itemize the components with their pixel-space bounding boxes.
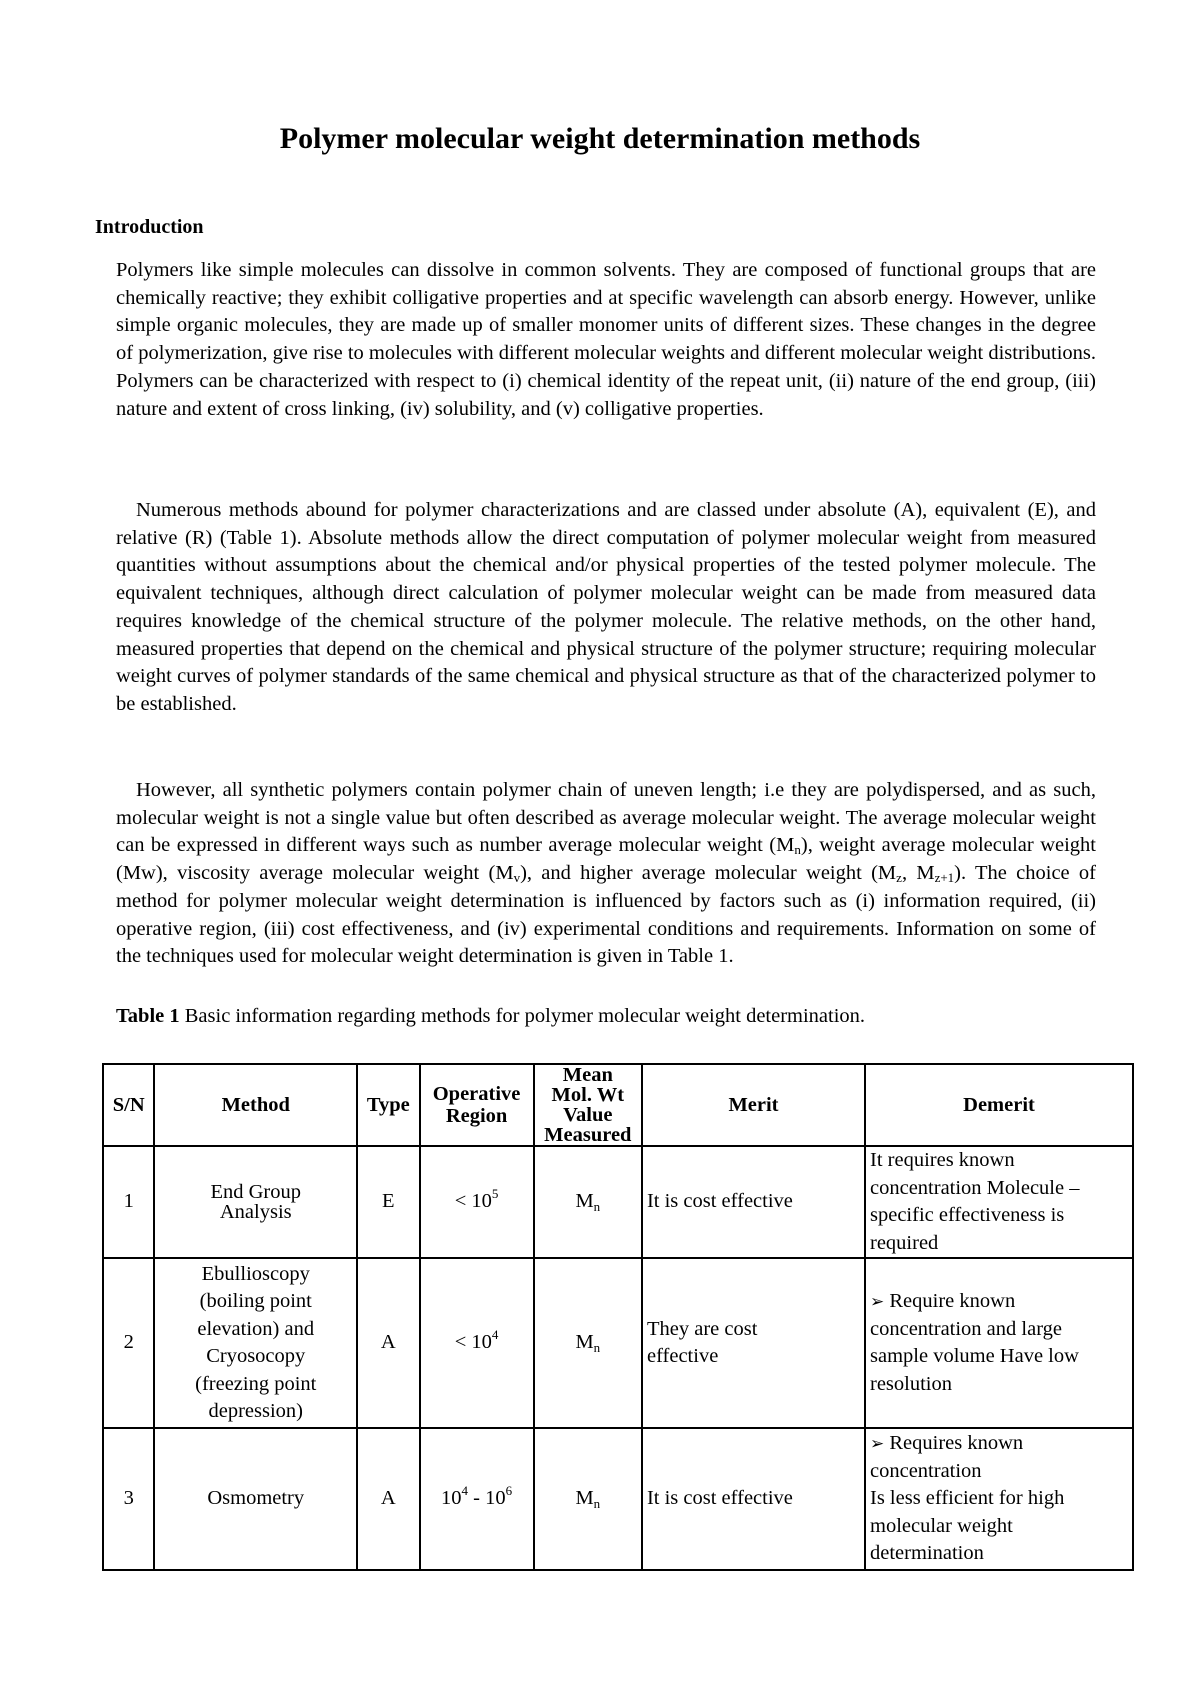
cell-mean-value: $M_n$ [534,1258,642,1428]
table-caption-text: Basic information regarding methods for polymer molecular weight determination. [179,1005,866,1027]
document-title: Polymer molecular weight determination methods [279,122,921,155]
header-method: Method [154,1064,357,1146]
cell-sn: 2 [103,1258,154,1428]
table-header-row [103,1064,1133,1146]
table-caption-label: Table 1 [116,1005,180,1027]
cell-merit: They are cost effective [642,1258,865,1428]
arrow-bullet-icon: ➢ [870,1434,885,1454]
methods-table [102,1063,1134,1571]
cell-type: A [357,1258,419,1428]
header-merit: Merit [642,1064,865,1146]
cell-mean-value: $M_n$ [534,1146,642,1258]
header-type: Type [357,1064,419,1146]
cell-type: E [357,1146,419,1258]
arrow-bullet-icon: ➢ [870,1292,885,1311]
cell-method: Ebullioscopy (boiling point elevation) and Cryosocopy (freezing point depression) [154,1258,357,1428]
cell-type: A [357,1428,419,1570]
section-heading-introduction: Introduction [95,216,204,238]
header-sn: S/N [103,1064,154,1146]
paragraph-1: Polymers like simple molecules can dissolve in common solvents. They are composed of functional groups that are chemically reactive; they exhibit colligative properties and at specific wavelength can absorb energy. However, unlike simple organic molecules, they are made up of smaller monomer units of different sizes. These changes in the degree of polymerization, give rise to molecules with different molecular weights and different molecular weight distributions. Polymers can be characterized with respect to (i) chemical identity of the repeat unit, (ii) nature of the end group, (iii) nature and extent of cross linking, (iv) solubility, and (v) colligative properties. [116,259,1096,420]
paragraph-2: Numerous methods abound for polymer characterizations and are classed under absolute (A), equivalent (E), and relative (R) (Table 1). Absolute methods allow the direct computation of polymer molecular weight from measured quantities without assumptions about the chemical and/or physical properties of the tested polymer molecule. The equivalent techniques, although direct calculation of polymer molecular weight can be made from measured data requires knowledge of the chemical structure of the polymer molecule. The relative methods, on the other hand, measured properties that depend on the chemical and physical structure of the polymer structure; requiring molecular weight curves of polymer standards of the same chemical and physical structure as that of the characterized polymer to be established. [116,499,1096,715]
table-caption [116,1005,865,1028]
cell-operative-region: < $10^5$ [420,1146,534,1258]
table-row [103,1428,1133,1570]
cell-sn: 3 [103,1428,154,1570]
cell-method: Osmometry [154,1428,357,1570]
header-operative-region: Operative Region [420,1064,534,1146]
cell-demerit: ➢ Requires known concentration Is less efficient for high molecular weight determination [865,1428,1133,1570]
header-mean-mol-wt: Mean Mol. Wt Value Measured [534,1064,642,1146]
table-row [103,1146,1133,1258]
cell-merit: It is cost effective [642,1146,865,1258]
cell-mean-value: $M_n$ [534,1428,642,1570]
table-row [103,1258,1133,1428]
cell-operative-region: < $10^4$ [420,1258,534,1428]
header-demerit: Demerit [865,1064,1133,1146]
cell-sn: 1 [103,1146,154,1258]
cell-operative-region: $10^4 - 10^6$ [420,1428,534,1570]
paragraph-3: However, all synthetic polymers contain polymer chain of uneven length; i.e they are polydispersed, and as such, molecular weight is not a single value but often described as average molecular weight. The average molecular weight can be expressed in different ways such as number average molecular weight $(M_n)$, weight average molecular weight (Mw), viscosity average molecular weight $(M_v)$, and higher average molecular weight ($M_z$, $M_{z+1}$). The choice of method for polymer molecular weight determination is influenced by factors such as (i) information required, (ii) operative region, (iii) cost effectiveness, and (iv) experimental conditions and requirements. Information on some of the techniques used for molecular weight determination is given in Table 1. [116,779,1096,968]
cell-demerit: It requires known concentration Molecule – specific effectiveness is required [865,1146,1133,1258]
cell-method: End Group Analysis [154,1146,357,1258]
cell-merit: It is cost effective [642,1428,865,1570]
cell-demerit: ➢ Require known concentration and large sample volume Have low resolution [865,1258,1133,1428]
